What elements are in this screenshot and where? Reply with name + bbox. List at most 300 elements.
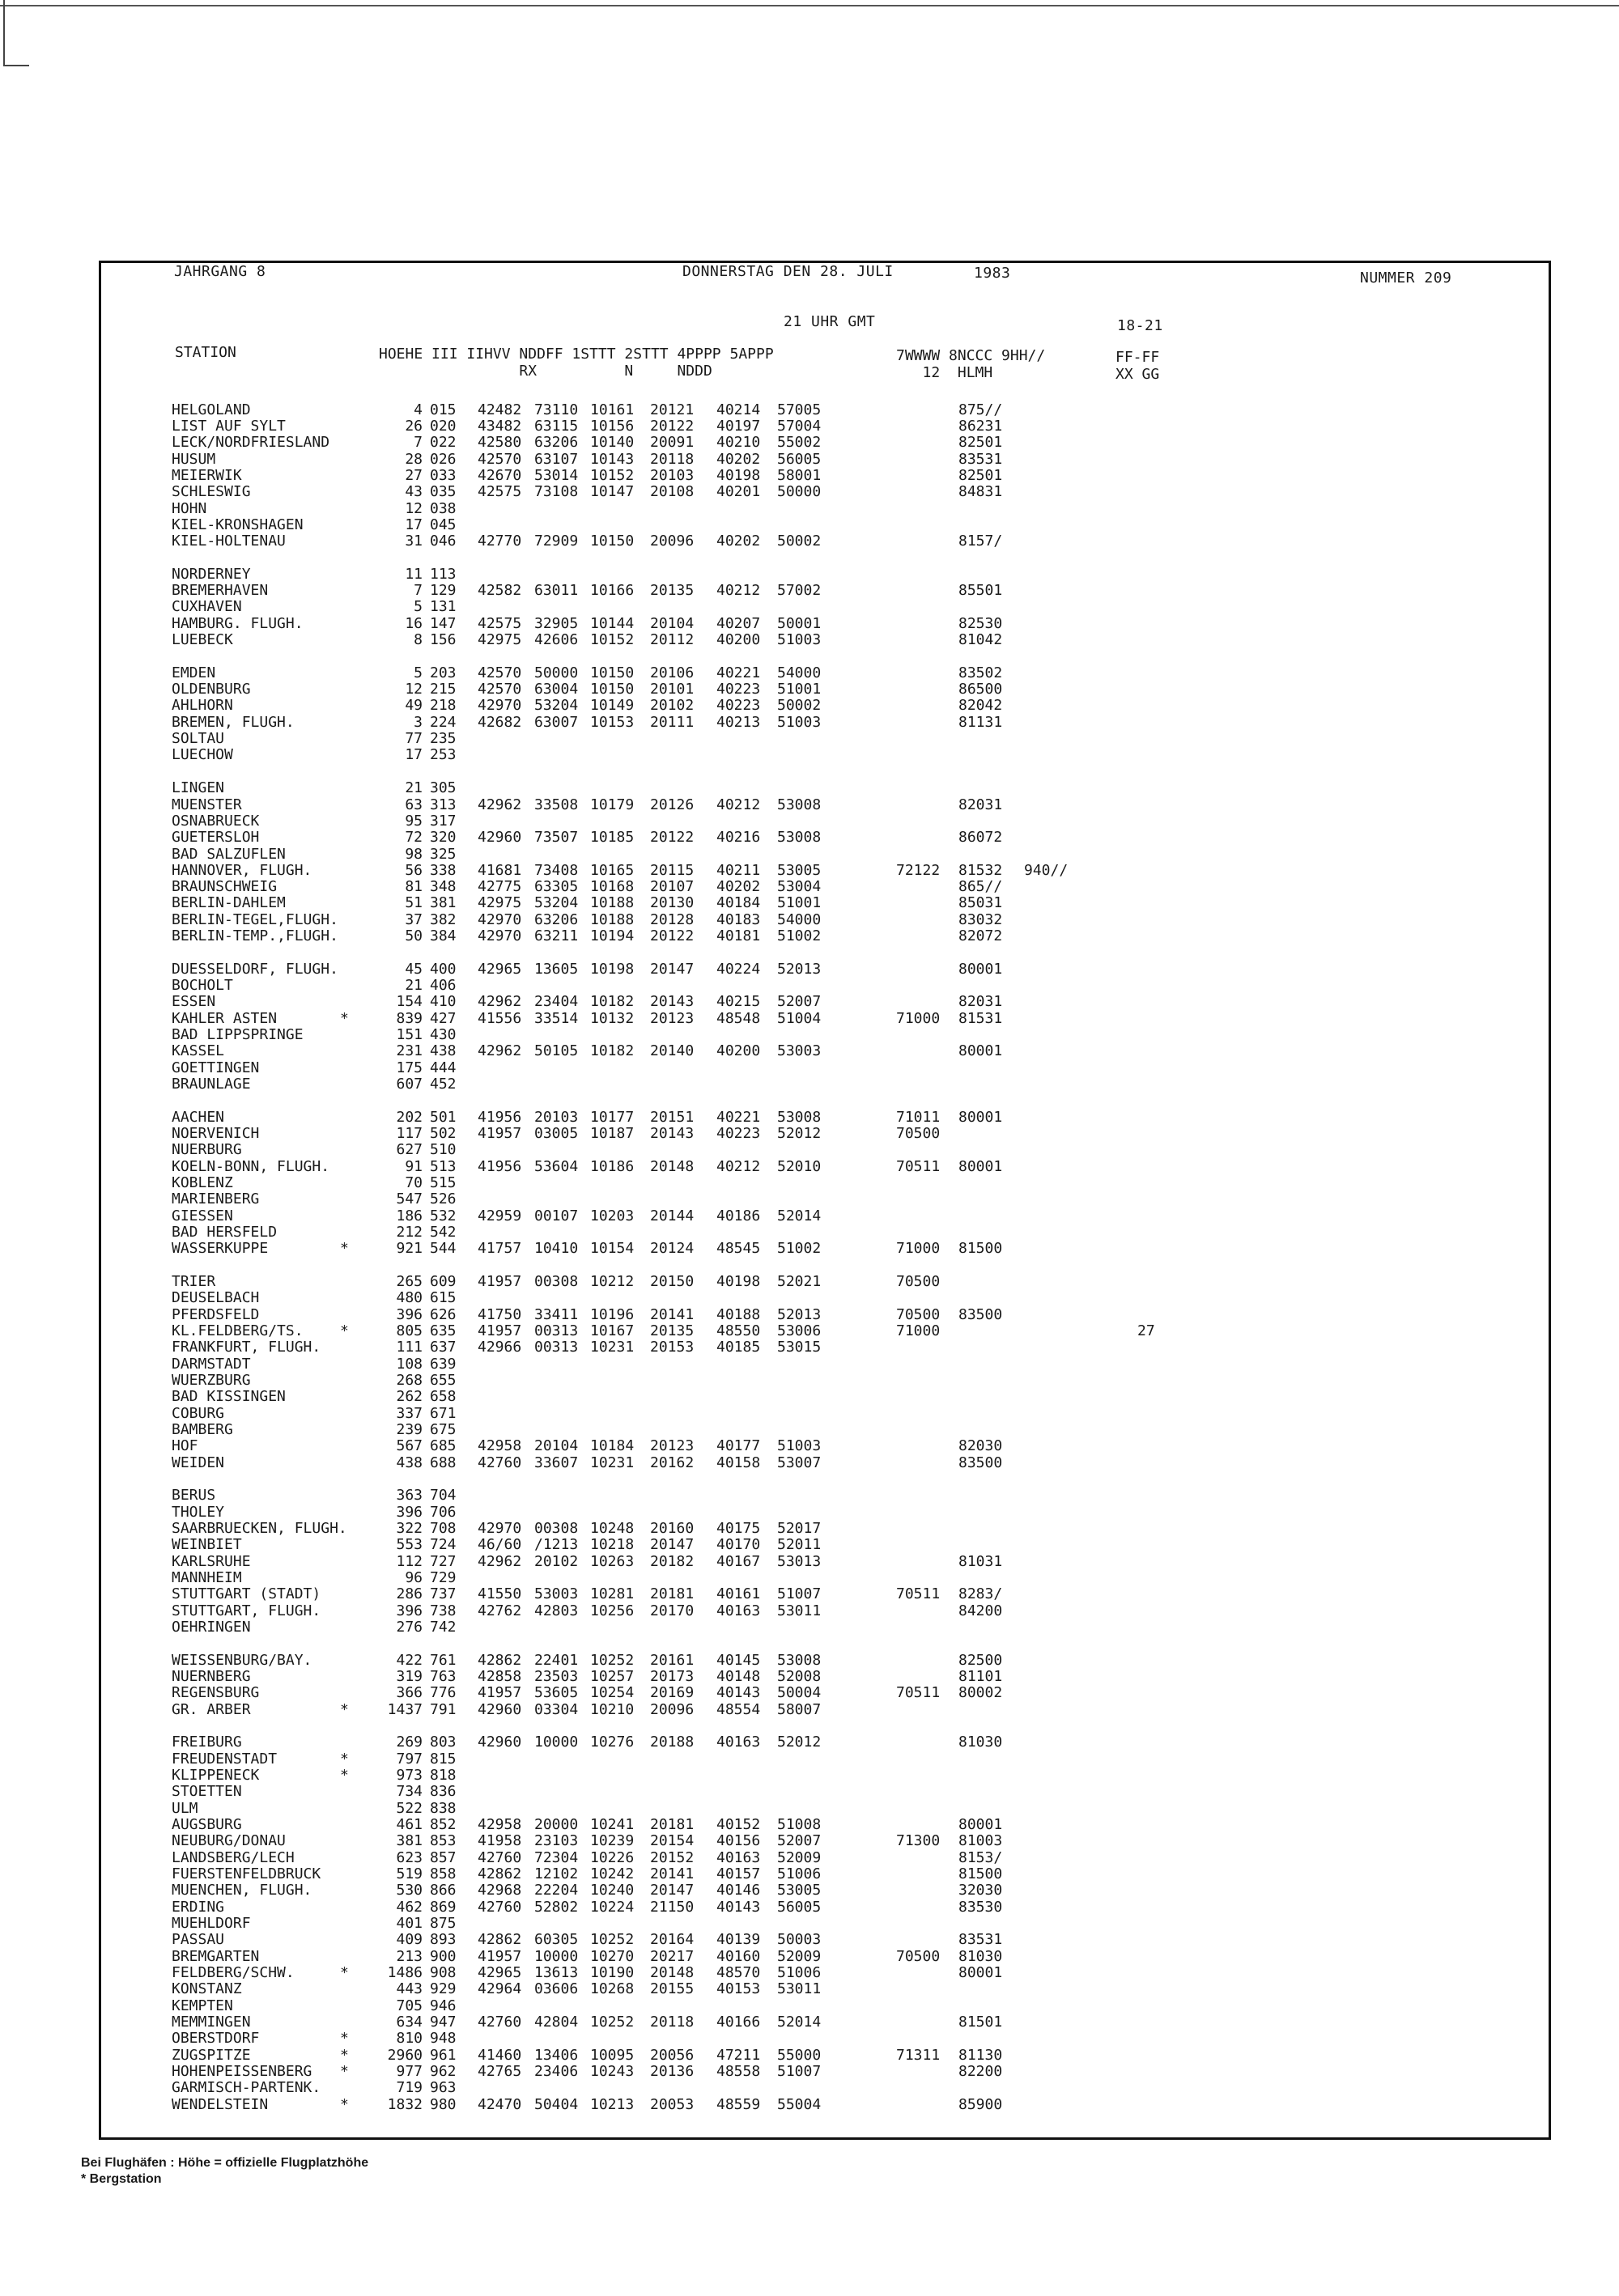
station-name: WENDELSTEIN xyxy=(172,2096,269,2113)
group-2sttt: 20096 xyxy=(650,533,695,550)
station-height: 5 xyxy=(414,664,423,681)
group-8nccc: 86072 xyxy=(958,829,1003,846)
table-row xyxy=(0,1801,1619,1817)
group-2sttt: 20123 xyxy=(650,1010,695,1027)
group-iihvv: 42582 xyxy=(478,582,522,599)
table-row xyxy=(0,1191,1619,1207)
group-2sttt: 20130 xyxy=(650,894,695,911)
group-8nccc: 82030 xyxy=(958,1437,1003,1454)
group-5appp: 51006 xyxy=(777,1964,822,1981)
group-4pppp: 48554 xyxy=(716,1701,761,1718)
group-iihvv: 46/60 xyxy=(478,1536,522,1553)
group-5appp: 52014 xyxy=(777,2014,822,2031)
group-2sttt: 20053 xyxy=(650,2096,695,2113)
station-height: 396 xyxy=(396,1602,423,1619)
table-row xyxy=(0,599,1619,615)
group-8nccc: 83502 xyxy=(958,664,1003,681)
group-nddff: 33411 xyxy=(534,1306,579,1323)
table-row xyxy=(0,2097,1619,2113)
group-iihvv: 42765 xyxy=(478,2063,522,2080)
group-8nccc: 81042 xyxy=(958,631,1003,648)
station-number: 729 xyxy=(430,1569,457,1586)
group-5appp: 52008 xyxy=(777,1668,822,1685)
station-height: 43 xyxy=(405,483,423,500)
station-height: 530 xyxy=(396,1882,423,1899)
station-height: 401 xyxy=(396,1915,423,1932)
station-number: 875 xyxy=(430,1915,457,1932)
group-1sttt: 10188 xyxy=(590,911,635,928)
station-number: 738 xyxy=(430,1602,457,1619)
table-row xyxy=(0,1916,1619,1932)
group-5appp: 52014 xyxy=(777,1207,822,1224)
group-5appp: 52009 xyxy=(777,1849,822,1866)
group-5appp: 51006 xyxy=(777,1865,822,1882)
station-height: 627 xyxy=(396,1141,423,1158)
group-2sttt: 20101 xyxy=(650,681,695,698)
station-number: 761 xyxy=(430,1652,457,1669)
group-1sttt: 10150 xyxy=(590,664,635,681)
mountain-station-marker: * xyxy=(340,1701,349,1718)
group-5appp: 51001 xyxy=(777,681,822,698)
group-iihvv: 42962 xyxy=(478,1553,522,1570)
station-height: 37 xyxy=(405,911,423,928)
station-height: 319 xyxy=(396,1668,423,1685)
group-1sttt: 10270 xyxy=(590,1948,635,1965)
station-number: 253 xyxy=(430,746,457,763)
mountain-station-marker: * xyxy=(340,1010,349,1027)
station-name: SCHLESWIG xyxy=(172,483,251,500)
group-8nccc: 80001 xyxy=(958,1816,1003,1833)
group-iihvv: 42858 xyxy=(478,1668,522,1685)
group-8nccc: 82501 xyxy=(958,467,1003,484)
group-1sttt: 10182 xyxy=(590,1042,635,1059)
station-name: OBERSTDORF xyxy=(172,2030,260,2047)
group-8nccc: 83500 xyxy=(958,1306,1003,1323)
table-row xyxy=(0,1438,1619,1454)
group-5appp: 53013 xyxy=(777,1553,822,1570)
group-2sttt: 20155 xyxy=(650,1980,695,1997)
group-8nccc: 83032 xyxy=(958,911,1003,928)
station-number: 742 xyxy=(430,1619,457,1636)
table-row xyxy=(0,780,1619,796)
station-name: PFERDSFELD xyxy=(172,1306,260,1323)
group-5appp: 53005 xyxy=(777,862,822,879)
station-number: 513 xyxy=(430,1158,457,1175)
station-height: 547 xyxy=(396,1190,423,1207)
group-2sttt: 20123 xyxy=(650,1437,695,1454)
group-5appp: 53008 xyxy=(777,796,822,813)
station-name: OSNABRUECK xyxy=(172,813,260,830)
group-4pppp: 40223 xyxy=(716,1125,761,1142)
group-5appp: 55000 xyxy=(777,2047,822,2064)
group-8nccc: 82042 xyxy=(958,697,1003,714)
station-number: 501 xyxy=(430,1109,457,1126)
group-5appp: 53011 xyxy=(777,1980,822,1997)
group-nddff: 03606 xyxy=(534,1980,579,1997)
group-4pppp: 40198 xyxy=(716,467,761,484)
table-row xyxy=(0,517,1619,533)
station-height: 50 xyxy=(405,927,423,944)
station-number: 708 xyxy=(430,1520,457,1537)
group-iihvv: 42682 xyxy=(478,714,522,731)
table-row xyxy=(0,1339,1619,1356)
station-number: 948 xyxy=(430,2030,457,2047)
station-height: 111 xyxy=(396,1339,423,1356)
group-2sttt: 20108 xyxy=(650,483,695,500)
group-4pppp: 47211 xyxy=(716,2047,761,2064)
station-name: MUEHLDORF xyxy=(172,1915,251,1932)
station-number: 147 xyxy=(430,615,457,632)
group-1sttt: 10179 xyxy=(590,796,635,813)
station-height: 337 xyxy=(396,1405,423,1422)
table-row xyxy=(0,1866,1619,1882)
group-5appp: 52007 xyxy=(777,1832,822,1849)
station-name: BAMBERG xyxy=(172,1421,233,1438)
table-row xyxy=(0,1521,1619,1537)
group-1sttt: 10150 xyxy=(590,533,635,550)
group-nddff: 13406 xyxy=(534,2047,579,2064)
table-row xyxy=(0,1011,1619,1027)
group-iihvv: 43482 xyxy=(478,418,522,435)
station-height: 96 xyxy=(405,1569,423,1586)
group-4pppp: 40223 xyxy=(716,681,761,698)
group-1sttt: 10154 xyxy=(590,1240,635,1257)
station-height: 409 xyxy=(396,1931,423,1948)
group-2sttt: 20217 xyxy=(650,1948,695,1965)
group-4pppp: 40211 xyxy=(716,862,761,879)
group-5appp: 50004 xyxy=(777,1684,822,1701)
station-name: FREUDENSTADT xyxy=(172,1751,278,1768)
station-name: NUERNBERG xyxy=(172,1668,251,1685)
table-row xyxy=(0,1882,1619,1899)
table-row xyxy=(0,1110,1619,1126)
group-iihvv: 42760 xyxy=(478,1454,522,1471)
group-4pppp: 40145 xyxy=(716,1652,761,1669)
group-8nccc: 8153/ xyxy=(958,1849,1003,1866)
table-row xyxy=(0,435,1619,451)
station-height: 5 xyxy=(414,598,423,615)
group-2sttt: 20152 xyxy=(650,1849,695,1866)
group-4pppp: 40212 xyxy=(716,582,761,599)
group-9hh: 940// xyxy=(1024,862,1069,879)
group-iihvv: 42580 xyxy=(478,434,522,451)
group-2sttt: 20107 xyxy=(650,878,695,895)
station-height: 3 xyxy=(414,714,423,731)
group-1sttt: 10196 xyxy=(590,1306,635,1323)
table-row xyxy=(0,1998,1619,2014)
station-number: 313 xyxy=(430,796,457,813)
group-2sttt: 20147 xyxy=(650,961,695,978)
table-row xyxy=(0,1784,1619,1800)
table-row xyxy=(0,468,1619,484)
group-1sttt: 10190 xyxy=(590,1964,635,1981)
mountain-station-marker: * xyxy=(340,2047,349,2064)
group-nddff: 20000 xyxy=(534,1816,579,1833)
group-iihvv: 41958 xyxy=(478,1832,522,1849)
group-2sttt: 20118 xyxy=(650,451,695,468)
group-2sttt: 20147 xyxy=(650,1882,695,1899)
station-number: 980 xyxy=(430,2096,457,2113)
station-number: 203 xyxy=(430,664,457,681)
table-row xyxy=(0,1570,1619,1586)
station-number: 235 xyxy=(430,730,457,747)
station-height: 1486 xyxy=(387,1964,423,1981)
group-4pppp: 40175 xyxy=(716,1520,761,1537)
station-height: 98 xyxy=(405,846,423,863)
station-height: 27 xyxy=(405,467,423,484)
group-8nccc: 82072 xyxy=(958,927,1003,944)
station-name: MUENCHEN, FLUGH. xyxy=(172,1882,312,1899)
station-height: 797 xyxy=(396,1751,423,1768)
station-name: BOCHOLT xyxy=(172,977,233,994)
station-name: TRIER xyxy=(172,1273,216,1290)
table-row xyxy=(0,2048,1619,2064)
group-iihvv: 42960 xyxy=(478,1701,522,1718)
station-number: 900 xyxy=(430,1948,457,1965)
station-name: WEINBIET xyxy=(172,1536,242,1553)
table-row xyxy=(0,452,1619,468)
station-number: 015 xyxy=(430,401,457,418)
station-name: GOETTINGEN xyxy=(172,1059,260,1076)
table-row xyxy=(0,2080,1619,2096)
group-1sttt: 10239 xyxy=(590,1832,635,1849)
table-row xyxy=(0,1126,1619,1142)
mountain-station-marker: * xyxy=(340,1964,349,1981)
wind-gust-header: FF-FF xyxy=(1115,349,1160,366)
group-iihvv: 42975 xyxy=(478,894,522,911)
group-8nccc: 82501 xyxy=(958,434,1003,451)
group-5appp: 53006 xyxy=(777,1322,822,1339)
group-1sttt: 10140 xyxy=(590,434,635,451)
group-2sttt: 20096 xyxy=(650,1701,695,1718)
station-name: KAHLER ASTEN xyxy=(172,1010,278,1027)
station-name: BAD HERSFELD xyxy=(172,1224,278,1241)
table-row xyxy=(0,418,1619,435)
group-1sttt: 10194 xyxy=(590,927,635,944)
group-5appp: 58007 xyxy=(777,1701,822,1718)
group-5appp: 57005 xyxy=(777,401,822,418)
station-number: 635 xyxy=(430,1322,457,1339)
group-7wwww: 71311 xyxy=(896,2047,941,2064)
group-1sttt: 10256 xyxy=(590,1602,635,1619)
station-name: BERLIN-TEMP.,FLUGH. xyxy=(172,927,338,944)
group-4pppp: 40215 xyxy=(716,993,761,1010)
table-row xyxy=(0,1175,1619,1191)
station-name: LUEBECK xyxy=(172,631,233,648)
station-number: 763 xyxy=(430,1668,457,1685)
group-8nccc: 85501 xyxy=(958,582,1003,599)
group-8nccc: 80001 xyxy=(958,1158,1003,1175)
group-1sttt: 10242 xyxy=(590,1865,635,1882)
group-iihvv: 42968 xyxy=(478,1882,522,1899)
group-8nccc: 86231 xyxy=(958,418,1003,435)
group-iihvv: 41957 xyxy=(478,1273,522,1290)
group-4pppp: 40202 xyxy=(716,451,761,468)
station-name: SAARBRUECKEN, FLUGH. xyxy=(172,1520,347,1537)
table-row xyxy=(0,1274,1619,1290)
group-iihvv: 41956 xyxy=(478,1109,522,1126)
group-1sttt: 10231 xyxy=(590,1454,635,1471)
group-2sttt: 20181 xyxy=(650,1816,695,1833)
group-nddff: 53605 xyxy=(534,1684,579,1701)
issue-number: NUMMER 209 xyxy=(1360,269,1452,286)
group-4pppp: 40210 xyxy=(716,434,761,451)
group-4pppp: 40143 xyxy=(716,1684,761,1701)
group-1sttt: 10203 xyxy=(590,1207,635,1224)
group-iihvv: 42970 xyxy=(478,697,522,714)
station-height: 623 xyxy=(396,1849,423,1866)
group-2sttt: 20121 xyxy=(650,401,695,418)
group-iihvv: 42670 xyxy=(478,467,522,484)
group-8nccc: 82031 xyxy=(958,796,1003,813)
table-row xyxy=(0,1373,1619,1389)
station-number: 852 xyxy=(430,1816,457,1833)
group-5appp: 52010 xyxy=(777,1158,822,1175)
station-number: 038 xyxy=(430,500,457,517)
mountain-station-marker: * xyxy=(340,1240,349,1257)
station-name: KEMPTEN xyxy=(172,1997,233,2014)
station-name: LINGEN xyxy=(172,779,225,796)
station-number: 626 xyxy=(430,1306,457,1323)
table-row xyxy=(0,1076,1619,1093)
station-number: 020 xyxy=(430,418,457,435)
group-nddff: 60305 xyxy=(534,1931,579,1948)
station-number: 400 xyxy=(430,961,457,978)
station-number: 305 xyxy=(430,779,457,796)
group-nddff: 63206 xyxy=(534,434,579,451)
station-number: 838 xyxy=(430,1800,457,1817)
station-height: 519 xyxy=(396,1865,423,1882)
station-height: 49 xyxy=(405,697,423,714)
station-number: 857 xyxy=(430,1849,457,1866)
station-name: ERDING xyxy=(172,1899,225,1916)
group-iihvv: 42862 xyxy=(478,1931,522,1948)
table-row xyxy=(0,1027,1619,1043)
station-name: COBURG xyxy=(172,1405,225,1422)
table-row xyxy=(0,1224,1619,1241)
group-1sttt: 10252 xyxy=(590,1652,635,1669)
group-8nccc: 81532 xyxy=(958,862,1003,879)
group-2sttt: 20161 xyxy=(650,1652,695,1669)
group-4pppp: 40185 xyxy=(716,1339,761,1356)
group-iihvv: 42862 xyxy=(478,1865,522,1882)
group-2sttt: 20112 xyxy=(650,631,695,648)
group-1sttt: 10226 xyxy=(590,1849,635,1866)
station-height: 262 xyxy=(396,1388,423,1405)
station-height: 522 xyxy=(396,1800,423,1817)
group-1sttt: 10156 xyxy=(590,418,635,435)
group-nddff: /1213 xyxy=(534,1536,579,1553)
group-1sttt: 10252 xyxy=(590,1931,635,1948)
table-row xyxy=(0,863,1619,879)
table-row xyxy=(0,1734,1619,1751)
group-nddff: 63107 xyxy=(534,451,579,468)
group-iihvv: 42760 xyxy=(478,2014,522,2031)
time-range: 18-21 xyxy=(1117,317,1163,334)
table-row xyxy=(0,1356,1619,1373)
mountain-station-marker: * xyxy=(340,1751,349,1768)
group-iihvv: 42760 xyxy=(478,1849,522,1866)
station-height: 151 xyxy=(396,1026,423,1043)
group-1sttt: 10165 xyxy=(590,862,635,879)
group-2sttt: 20148 xyxy=(650,1158,695,1175)
station-height: 810 xyxy=(396,2030,423,2047)
station-height: 462 xyxy=(396,1899,423,1916)
group-5appp: 52012 xyxy=(777,1734,822,1751)
station-name: MEIERWIK xyxy=(172,467,242,484)
group-7wwww: 71000 xyxy=(896,1240,941,1257)
group-8nccc: 81003 xyxy=(958,1832,1003,1849)
group-4pppp: 40214 xyxy=(716,401,761,418)
station-height: 45 xyxy=(405,961,423,978)
group-1sttt: 10248 xyxy=(590,1520,635,1537)
station-name: SOLTAU xyxy=(172,730,225,747)
station-number: 544 xyxy=(430,1240,457,1257)
station-number: 384 xyxy=(430,927,457,944)
station-number: 438 xyxy=(430,1042,457,1059)
group-8nccc: 80001 xyxy=(958,961,1003,978)
station-height: 31 xyxy=(405,533,423,550)
group-4pppp: 40146 xyxy=(716,1882,761,1899)
table-row xyxy=(0,1389,1619,1405)
group-nddff: 13605 xyxy=(534,961,579,978)
group-4pppp: 40184 xyxy=(716,894,761,911)
group-2sttt: 20170 xyxy=(650,1602,695,1619)
table-row xyxy=(0,747,1619,763)
station-name: HOHN xyxy=(172,500,207,517)
group-8nccc: 8157/ xyxy=(958,533,1003,550)
group-2sttt: 20136 xyxy=(650,2063,695,2080)
station-number: 218 xyxy=(430,697,457,714)
group-5appp: 53008 xyxy=(777,829,822,846)
group-nddff: 00308 xyxy=(534,1520,579,1537)
table-row xyxy=(0,533,1619,550)
group-2sttt: 21150 xyxy=(650,1899,695,1916)
station-number: 035 xyxy=(430,483,457,500)
group-nddff: 63305 xyxy=(534,878,579,895)
mountain-station-marker: * xyxy=(340,2030,349,2047)
station-number: 869 xyxy=(430,1899,457,1916)
group-2sttt: 20164 xyxy=(650,1931,695,1948)
group-4pppp: 40148 xyxy=(716,1668,761,1685)
group-iihvv: 41957 xyxy=(478,1322,522,1339)
main-groups-header: HOEHE III IIHVV NDDFF 1STTT 2STTT 4PPPP 5APPP xyxy=(379,346,774,363)
group-nddff: 63115 xyxy=(534,418,579,435)
group-5appp: 50000 xyxy=(777,483,822,500)
group-nddff: 03304 xyxy=(534,1701,579,1718)
station-height: 381 xyxy=(396,1832,423,1849)
group-nddff: 23503 xyxy=(534,1668,579,1685)
group-1sttt: 10276 xyxy=(590,1734,635,1751)
group-8nccc: 85900 xyxy=(958,2096,1003,2113)
group-nddff: 53014 xyxy=(534,467,579,484)
station-number: 791 xyxy=(430,1701,457,1718)
station-name: MARIENBERG xyxy=(172,1190,260,1207)
group-1sttt: 10212 xyxy=(590,1273,635,1290)
group-iihvv: 42482 xyxy=(478,401,522,418)
station-name: REGENSBURG xyxy=(172,1684,260,1701)
station-height: 363 xyxy=(396,1487,423,1504)
station-name: BAD SALZUFLEN xyxy=(172,846,286,863)
group-5appp: 51007 xyxy=(777,2063,822,2080)
group-5appp: 53011 xyxy=(777,1602,822,1619)
station-height: 186 xyxy=(396,1207,423,1224)
table-row xyxy=(0,632,1619,648)
table-row xyxy=(0,1422,1619,1438)
group-8nccc: 81101 xyxy=(958,1668,1003,1685)
group-iihvv: 41956 xyxy=(478,1158,522,1175)
group-4pppp: 40216 xyxy=(716,829,761,846)
